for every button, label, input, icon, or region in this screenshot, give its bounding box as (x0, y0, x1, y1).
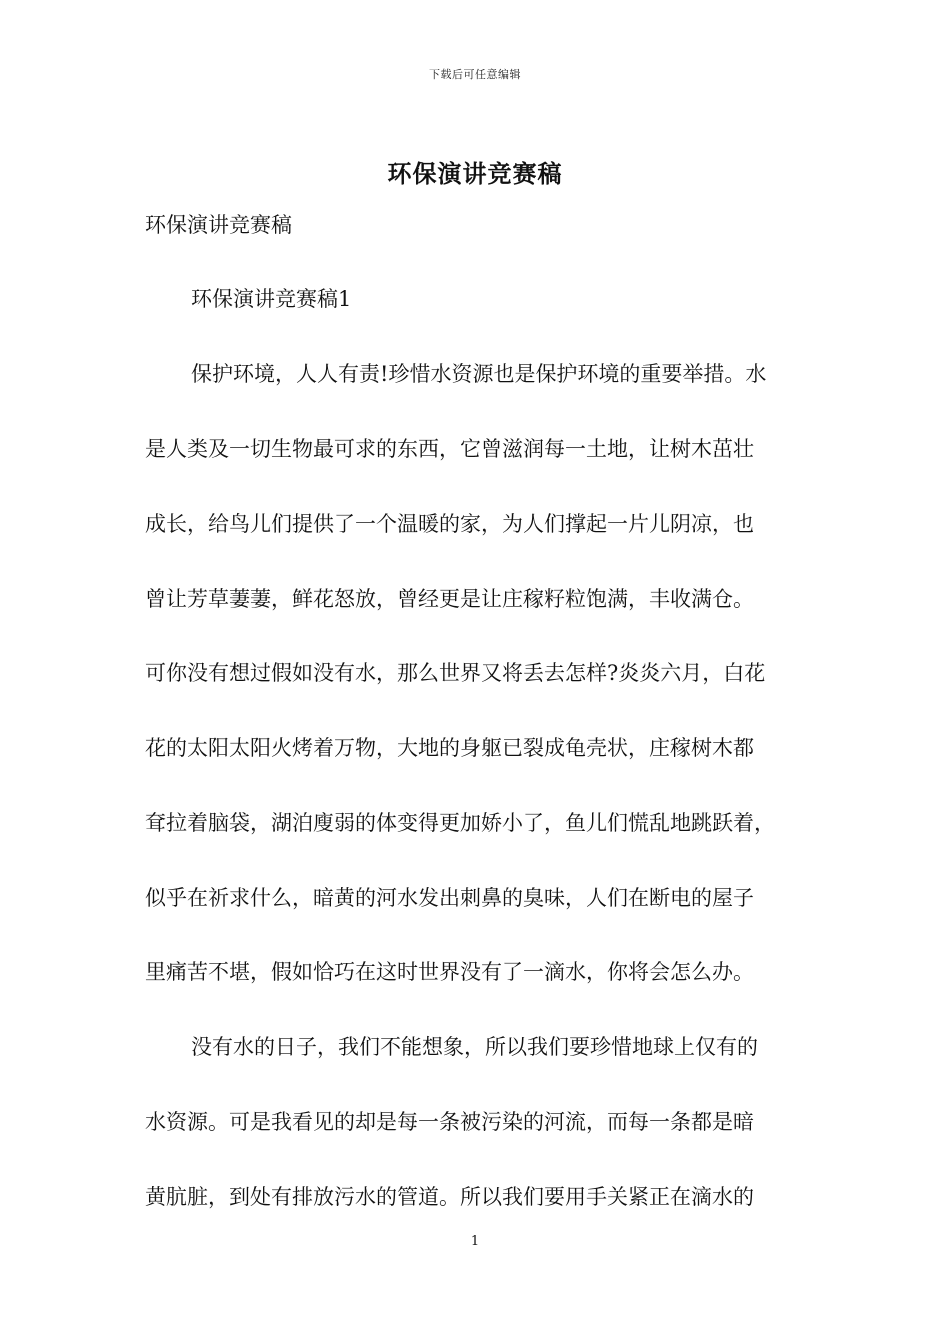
document-subtitle: 环保演讲竞赛稿 (145, 213, 292, 237)
paragraph-line: 成长，给鸟儿们提供了一个温暖的家，为人们撑起一片儿阴凉，也 (145, 512, 754, 536)
paragraph-line: 没有水的日子，我们不能想象，所以我们要珍惜地球上仅有的 (191, 1035, 758, 1059)
paragraph-line: 保护环境，人人有责!珍惜水资源也是保护环境的重要举措。水 (191, 362, 767, 386)
paragraph-line: 黄肮脏，到处有排放污水的管道。所以我们要用手关紧正在滴水的 (145, 1185, 754, 1209)
paragraph-line: 是人类及一切生物最可求的东西，它曾滋润每一土地，让树木茁壮 (145, 437, 754, 461)
paragraph-line: 花的太阳太阳火烤着万物，大地的身躯已裂成龟壳状，庄稼树木都 (145, 736, 754, 760)
paragraph-line: 水资源。可是我看见的却是每一条被污染的河流，而每一条都是暗 (145, 1110, 754, 1134)
paragraph-line: 耷拉着脑袋，湖泊廋弱的体变得更加娇小了，鱼儿们慌乱地跳跃着， (145, 811, 775, 835)
page-header-note: 下载后可任意编辑 (429, 68, 521, 81)
paragraph-line: 似乎在祈求什么，暗黄的河水发出刺鼻的臭味，人们在断电的屋子 (145, 886, 754, 910)
paragraph-line: 曾让芳草萋萋，鲜花怒放，曾经更是让庄稼籽粒饱满，丰收满仓。 (145, 587, 754, 611)
paragraph-line: 可你没有想过假如没有水，那么世界又将丢去怎样?炎炎六月，白花 (145, 661, 766, 685)
paragraph-line: 里痛苦不堪，假如恰巧在这时世界没有了一滴水，你将会怎么办。 (145, 960, 754, 984)
document-title: 环保演讲竞赛稿 (387, 159, 563, 188)
page-number: 1 (470, 1234, 480, 1249)
section-heading: 环保演讲竞赛稿1 (191, 287, 352, 311)
